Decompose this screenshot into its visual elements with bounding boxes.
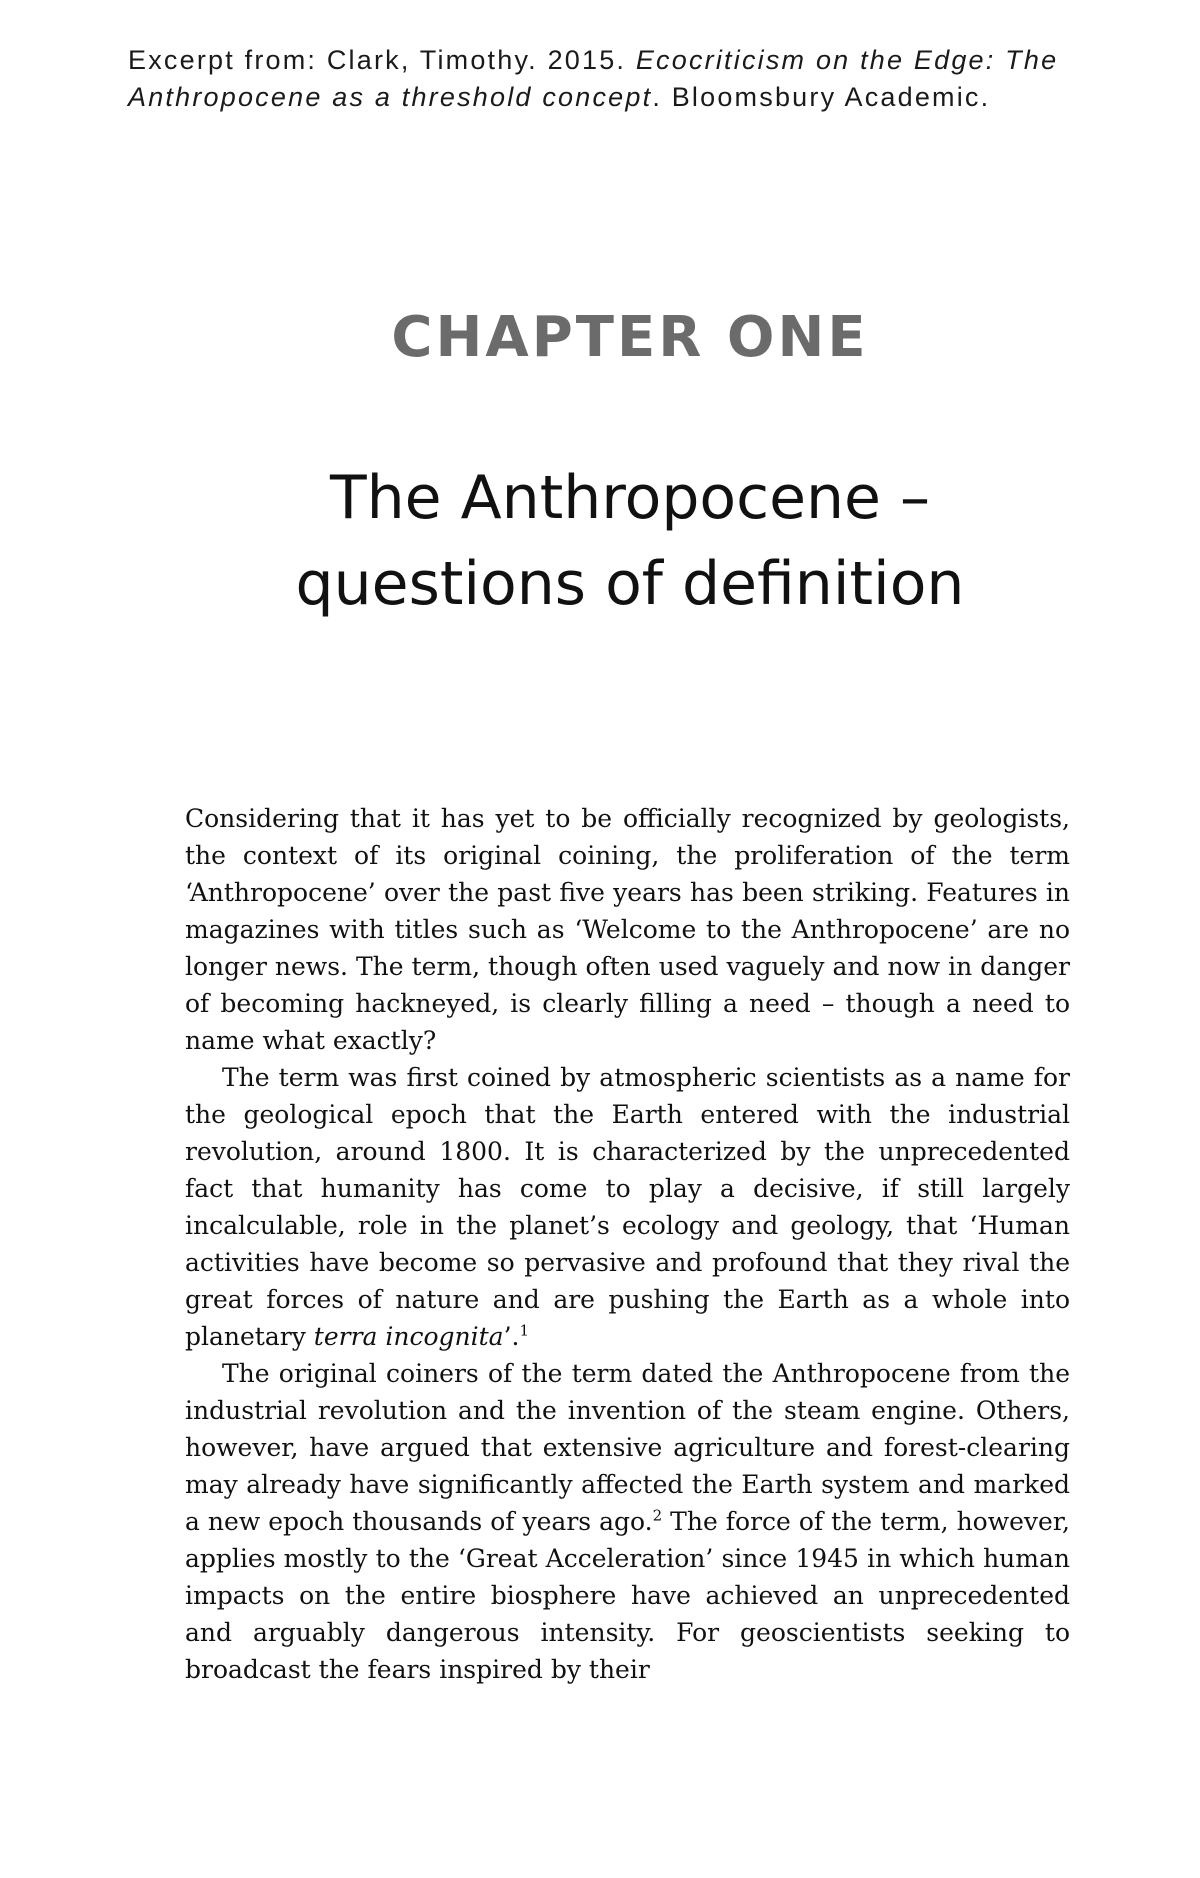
footnote-ref-1: 1	[519, 1321, 530, 1340]
paragraph-2-italic: terra incognita	[313, 1322, 504, 1351]
chapter-title	[0, 455, 1200, 627]
paragraph-2-text-end: ’.	[503, 1322, 520, 1351]
footnote-ref-2: 2	[652, 1506, 663, 1525]
chapter-title-line-2: questions of definition	[295, 549, 965, 619]
excerpt-citation	[128, 42, 1148, 116]
paragraph-2-text: The term was first coined by atmospheric scientists as a name for the geological epoch that the Earth entered with the industrial revolution, around 1800. It is characterized by the unprecedented fact that humanity has come to play a decisive, if still largely incalculable, role in the planet’s ecology and geology, that ‘Human activities have become so pervasive and profound that they rival the great forces of nature and are pushing the Earth as a whole into planetary	[185, 1063, 1070, 1351]
paragraph-2	[185, 1059, 1070, 1355]
chapter-label: CHAPTER ONE	[391, 305, 869, 370]
paragraph-3	[185, 1355, 1070, 1688]
body-text	[185, 800, 1070, 1688]
citation-book-title: Ecocriticism on the Edge: The Anthropocene as a threshold concept	[128, 45, 1059, 112]
citation-suffix: . Bloomsbury Academic.	[652, 82, 991, 112]
paragraph-3-text-end: The force of the term, however, applies mostly to the ‘Great Acceleration’ since 1945 in which human impacts on the entire biosphere have achieved an unprecedented and arguably dangerous intensity. For geoscientists seeking to broadcast the fears inspired by their	[185, 1507, 1070, 1684]
paragraph-3-text: The original coiners of the term dated the Anthropocene from the industrial revolution and the invention of the steam engine. Others, however, have argued that extensive agriculture and forest-clearing may already have significantly affected the Earth system and marked a new epoch thousands of years ago.	[185, 1359, 1070, 1536]
paragraph-1: Considering that it has yet to be officially recognized by geologists, the context of its original coining, the proliferation of the term ‘Anthropocene’ over the past five years has been striking. Features in magazines with titles such as ‘Welcome to the Anthropocene’ are no longer news. The term, though often used vaguely and now in danger of becoming hackneyed, is clearly filling a need – though a need to name what exactly?	[185, 804, 1070, 1055]
chapter-title-line-1: The Anthropocene –	[329, 463, 931, 533]
citation-prefix: Excerpt from: Clark, Timothy. 2015.	[128, 45, 636, 75]
